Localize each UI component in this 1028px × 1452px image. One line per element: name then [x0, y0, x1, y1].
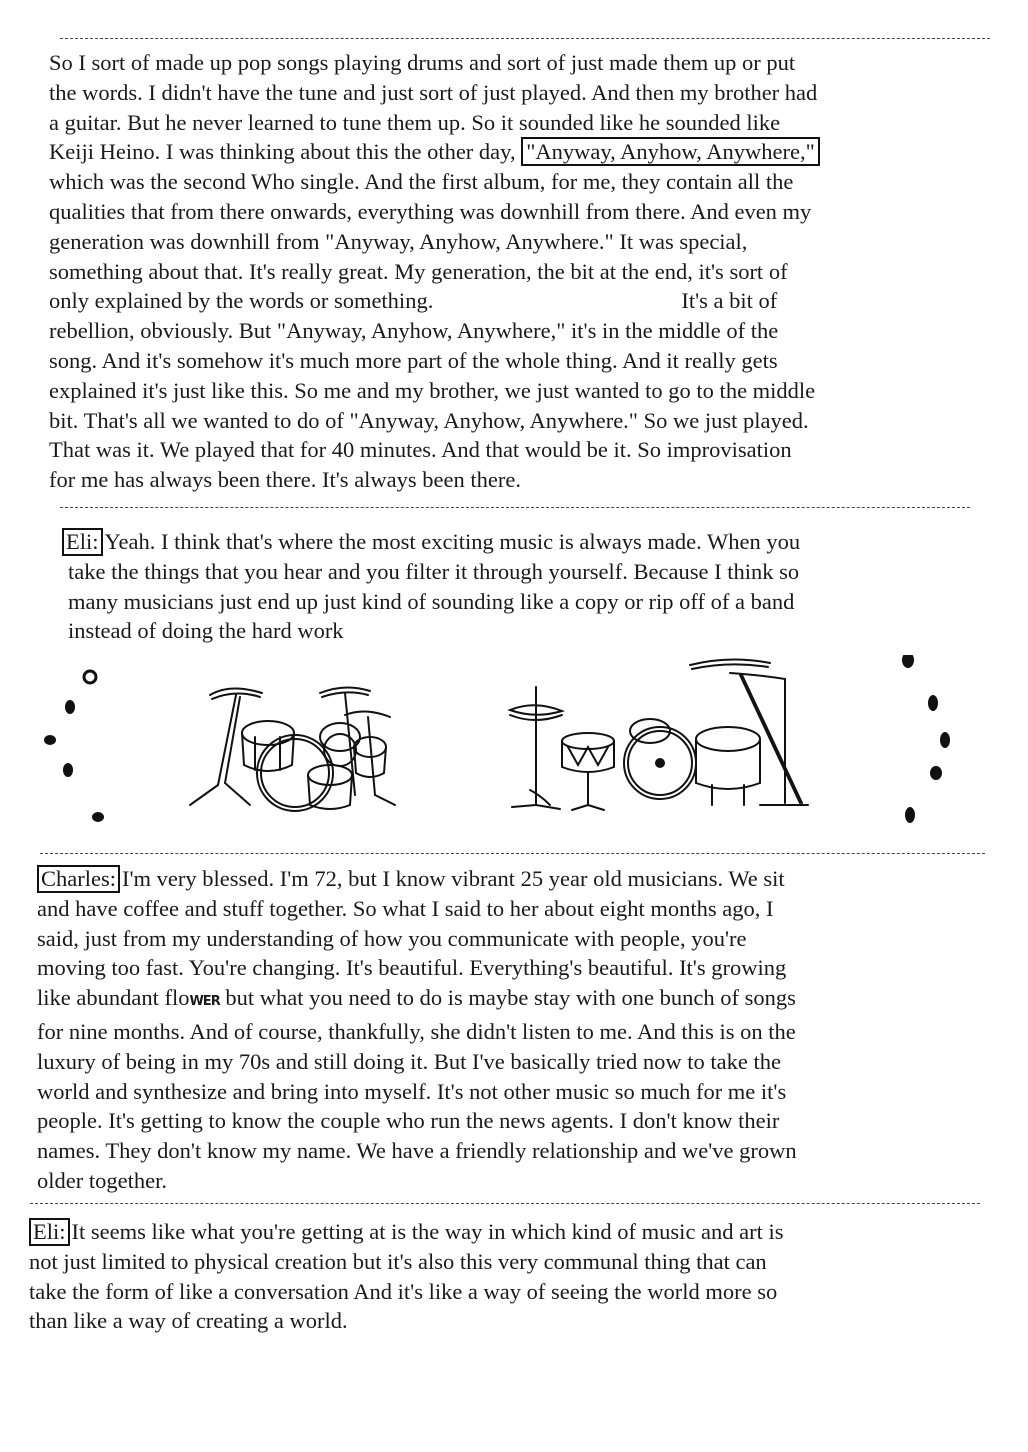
speaker-label: Eli: — [62, 528, 103, 556]
text-line — [62, 527, 1002, 557]
text-line: said, just from my understanding of how you communicate with people, you're — [37, 925, 747, 951]
text-line: moving too fast. You're changing. It's beautiful. Everything's beautiful. It's growing — [37, 955, 787, 981]
text-line: take the things that you hear and you filter it through yourself. Because I think so — [68, 558, 800, 584]
text-line: luxury of being in my 70s and still doing it. But I've basically tried now to take the — [37, 1048, 781, 1074]
text-line: not just limited to physical creation but it's also this very communal thing that can — [29, 1248, 767, 1274]
text-span: Keiji Heino. I was thinking about this the other day, — [49, 139, 522, 165]
paragraph-intro — [49, 48, 1009, 495]
text-line: generation was downhill from "Anyway, Anyhow, Anywhere." It was special, — [49, 228, 748, 254]
text-line: and have coffee and stuff together. So what I said to her about eight months ago, I — [37, 895, 774, 921]
drum-kits-illustration — [40, 655, 990, 830]
text-span: I'm very blessed. I'm 72, but I know vibrant 25 year old musicians. We sit — [121, 866, 785, 891]
text-line — [49, 286, 1009, 316]
text-line: names. They don't know my name. We have a friendly relationship and we've grown — [37, 1138, 797, 1164]
text-line — [49, 137, 1009, 167]
text-line: world and synthesize and bring into myself. It's not other music so much for me it's — [37, 1078, 787, 1104]
text-line: for me has always been there. It's always been there. — [49, 467, 521, 493]
paragraph-eli-1 — [62, 527, 1002, 646]
paragraph-charles — [37, 864, 997, 1196]
section-rule — [40, 853, 985, 854]
drum-kit-left — [190, 687, 395, 811]
speaker-label: Eli: — [29, 1218, 70, 1246]
text-line: instead of doing the hard work — [68, 618, 344, 644]
text-line: take the form of like a conversation And it's like a way of seeing the world more so — [29, 1278, 778, 1304]
boxed-song-title: "Anyway, Anyhow, Anywhere," — [521, 137, 820, 166]
text-span: It seems like what you're getting at is the way in which kind of music and art is — [71, 1219, 784, 1244]
text-line: which was the second Who single. And the first album, for me, they contain all the — [49, 169, 794, 195]
ink-dots-right — [902, 655, 950, 823]
text-line: the words. I didn't have the tune and just sort of just played. And then my brother had — [49, 79, 818, 105]
text-line: many musicians just end up just kind of sounding like a copy or rip off of a band — [68, 588, 795, 614]
text-line — [29, 1217, 999, 1247]
text-line: than like a way of creating a world. — [29, 1308, 348, 1334]
text-line: older together. — [37, 1167, 167, 1193]
text-line: qualities that from there onwards, everything was downhill from there. And even my — [49, 198, 812, 224]
text-line — [37, 864, 997, 894]
text-span: Yeah. I think that's where the most exciting music is always made. When you — [104, 529, 801, 554]
text-line: something about that. It's really great. My generation, the bit at the end, it's sort of — [49, 258, 788, 284]
ink-dots-left — [44, 671, 104, 822]
text-line — [37, 983, 997, 1017]
text-line: bit. That's all we wanted to do of "Anyway, Anyhow, Anywhere." So we just played. — [49, 407, 809, 433]
handwritten-correction: WER — [189, 994, 220, 1010]
text-span: only explained by the words or something. — [49, 288, 434, 314]
text-line: song. And it's somehow it's much more part of the whole thing. And it really gets — [49, 347, 778, 373]
text-span: like abundant flo — [37, 985, 190, 1011]
text-line: explained it's just like this. So me and my brother, we just wanted to go to the middle — [49, 377, 816, 403]
speaker-label: Charles: — [37, 865, 120, 893]
text-line: people. It's getting to know the couple who run the news agents. I don't know their — [37, 1108, 780, 1134]
text-line: That was it. We played that for 40 minutes. And that would be it. So improvisation — [49, 437, 792, 463]
top-rule — [60, 38, 990, 39]
section-rule — [60, 507, 970, 508]
section-rule — [30, 1203, 980, 1204]
text-line: So I sort of made up pop songs playing drums and sort of just made them up or put — [49, 50, 796, 75]
text-line: a guitar. But he never learned to tune them up. So it sounded like he sounded like — [49, 109, 781, 135]
text-line: rebellion, obviously. But "Anyway, Anyhow, Anywhere," it's in the middle of the — [49, 318, 779, 344]
paragraph-eli-2 — [29, 1217, 999, 1336]
drum-kit-right — [510, 659, 808, 810]
text-span: It's a bit of — [681, 288, 778, 314]
text-line: for nine months. And of course, thankfully, she didn't listen to me. And this is on the — [37, 1018, 796, 1044]
text-span: but what you need to do is maybe stay with one bunch of songs — [219, 985, 796, 1011]
